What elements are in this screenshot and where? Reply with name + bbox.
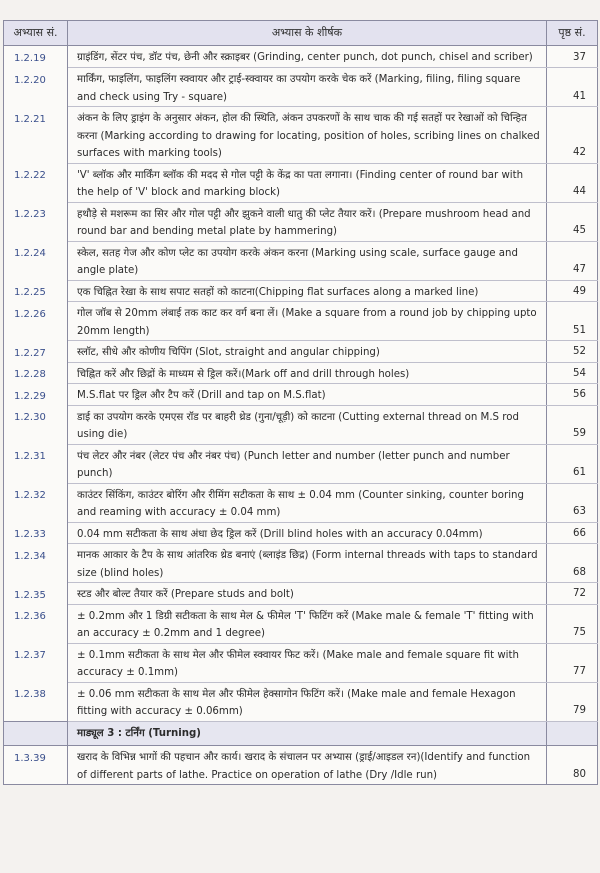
table-row	[4, 405, 598, 444]
exercise-number: 1.2.34	[4, 544, 68, 583]
exercise-title: स्लॉट, सीधे और कोणीय चिपिंग (Slot, straight and angular chipping)	[68, 341, 547, 363]
module-row	[4, 721, 598, 746]
table-row	[4, 341, 598, 363]
exercise-title: एक चिह्नित रेखा के साथ सपाट सतहों को काटना(Chipping flat surfaces along a marked line)	[68, 280, 547, 302]
exercise-number: 1.2.23	[4, 202, 68, 241]
exercise-page: 44	[547, 163, 598, 202]
exercise-number: 1.2.24	[4, 241, 68, 280]
exercise-title: M.S.flat पर ड्रिल और टैप करें (Drill and tap on M.S.flat)	[68, 384, 547, 406]
exercise-number: 1.2.28	[4, 362, 68, 384]
table-row	[4, 643, 598, 682]
exercise-page: 45	[547, 202, 598, 241]
exercise-title: चिह्नित करें और छिद्रों के माध्यम से ड्रिल करें।(Mark off and drill through holes)	[68, 362, 547, 384]
exercise-page: 77	[547, 643, 598, 682]
exercise-title: ± 0.06 mm सटीकता के साथ मेल और फीमेल हेक्सागोन फिटिंग करें। (Make male and female Hexagon fitting with accuracy ± 0.06mm)	[68, 682, 547, 721]
exercise-title: हथौड़े से मशरूम का सिर और गोल पट्टी और झुकने वाली धातु की प्लेट तैयार करें। (Prepare mushroom head and round bar and bending metal plate by hammering)	[68, 202, 547, 241]
exercise-title: खराद के विभिन्न भागों की पहचान और कार्य। खराद के संचालन पर अभ्यास (ड्राई/आइडल रन)(Identify and function of different parts of lathe. Practice on operation of lathe (Dry /Idle run)	[68, 746, 547, 785]
exercise-title: ग्राइंडिंग, सेंटर पंच, डॉट पंच, छेनी और स्क्राइबर (Grinding, center punch, dot punch, chisel and scriber)	[68, 46, 547, 68]
exercise-number: 1.2.27	[4, 341, 68, 363]
header-page-no: पृष्ठ सं.	[547, 21, 598, 46]
exercise-title: ± 0.2mm और 1 डिग्री सटीकता के साथ मेल & फीमेल 'T' फिटिंग करें (Make male & female 'T' fitting with an accuracy ± 0.2mm and 1 degree)	[68, 604, 547, 643]
table-row	[4, 583, 598, 605]
exercise-page: 37	[547, 46, 598, 68]
exercise-page: 75	[547, 604, 598, 643]
table-row	[4, 604, 598, 643]
contents-table	[3, 20, 598, 785]
exercise-title: ± 0.1mm सटीकता के साथ मेल और फीमेल स्क्वायर फिट करें। (Make male and female square fit with accuracy ± 0.1mm)	[68, 643, 547, 682]
exercise-page: 72	[547, 583, 598, 605]
exercise-page: 52	[547, 341, 598, 363]
exercise-number: 1.3.39	[4, 746, 68, 785]
table-row	[4, 163, 598, 202]
exercise-number: 1.2.26	[4, 302, 68, 341]
table-row	[4, 522, 598, 544]
exercise-page: 68	[547, 544, 598, 583]
exercise-page: 54	[547, 362, 598, 384]
exercise-number: 1.2.22	[4, 163, 68, 202]
exercise-page: 42	[547, 107, 598, 164]
table-row	[4, 483, 598, 522]
exercise-page: 41	[547, 68, 598, 107]
header-exercise-no: अभ्यास सं.	[4, 21, 68, 46]
exercise-number: 1.2.19	[4, 46, 68, 68]
contents-body	[4, 46, 598, 785]
exercise-number: 1.2.32	[4, 483, 68, 522]
exercise-title: गोल जॉब से 20mm लंबाई तक काट कर वर्ग बना लें। (Make a square from a round job by chipping upto 20mm length)	[68, 302, 547, 341]
exercise-number: 1.2.20	[4, 68, 68, 107]
exercise-title: काउंटर सिंकिंग, काउंटर बोरिंग और रीमिंग सटीकता के साथ ± 0.04 mm (Counter sinking, counter boring and reaming with accuracy ± 0.04 mm)	[68, 483, 547, 522]
table-row	[4, 444, 598, 483]
table-row	[4, 68, 598, 107]
exercise-page: 63	[547, 483, 598, 522]
module-title: माड्यूल 3 : टर्निंग (Turning)	[68, 721, 547, 746]
table-row	[4, 46, 598, 68]
exercise-title: डाई का उपयोग करके एमएस रॉड पर बाहरी थ्रेड (गुना/चूड़ी) को काटना (Cutting external thread on M.S rod using die)	[68, 405, 547, 444]
table-row	[4, 302, 598, 341]
exercise-title: स्टड और बोल्ट तैयार करें (Prepare studs and bolt)	[68, 583, 547, 605]
exercise-title: मार्किंग, फाइलिंग, फाइलिंग स्क्वायर और ट्राई-स्क्वायर का उपयोग करके चेक करें (Marking, filing, filing square and check using Try - square)	[68, 68, 547, 107]
exercise-title: स्केल, सतह गेज और कोण प्लेट का उपयोग करके अंकन करना (Marking using scale, surface gauge and angle plate)	[68, 241, 547, 280]
exercise-number: 1.2.35	[4, 583, 68, 605]
table-row	[4, 544, 598, 583]
exercise-page: 59	[547, 405, 598, 444]
exercise-number: 1.2.38	[4, 682, 68, 721]
exercise-number: 1.2.25	[4, 280, 68, 302]
exercise-page: 66	[547, 522, 598, 544]
exercise-number: 1.2.29	[4, 384, 68, 406]
exercise-page: 80	[547, 746, 598, 785]
table-row	[4, 280, 598, 302]
table-row	[4, 746, 598, 785]
table-row	[4, 241, 598, 280]
exercise-page: 79	[547, 682, 598, 721]
exercise-page: 61	[547, 444, 598, 483]
exercise-page: 47	[547, 241, 598, 280]
exercise-title: मानक आकार के टैप के साथ आंतरिक थ्रेड बनाएं (ब्लाइंड छिद्र) (Form internal threads with taps to standard size (blind holes)	[68, 544, 547, 583]
table-row	[4, 362, 598, 384]
table-row	[4, 107, 598, 164]
table-row	[4, 202, 598, 241]
exercise-title: 'V' ब्लॉक और मार्किंग ब्लॉक की मदद से गोल पट्टी के केंद्र का पता लगाना। (Finding center of round bar with the help of 'V' block and marking block)	[68, 163, 547, 202]
table-row	[4, 682, 598, 721]
exercise-page: 56	[547, 384, 598, 406]
header-row	[4, 21, 598, 46]
exercise-number: 1.2.31	[4, 444, 68, 483]
exercise-page: 49	[547, 280, 598, 302]
module-page-cell	[547, 721, 598, 746]
table-row	[4, 384, 598, 406]
exercise-title: पंच लेटर और नंबर (लेटर पंच और नंबर पंच) (Punch letter and number (letter punch and number punch)	[68, 444, 547, 483]
module-no-cell	[4, 721, 68, 746]
exercise-title: 0.04 mm सटीकता के साथ अंधा छेद ड्रिल करें (Drill blind holes with an accuracy 0.04mm)	[68, 522, 547, 544]
exercise-number: 1.2.21	[4, 107, 68, 164]
exercise-page: 51	[547, 302, 598, 341]
exercise-title: अंकन के लिए ड्राइंग के अनुसार अंकन, होल की स्थिति, अंकन उपकरणों के साथ चाक की गई सतहों पर रेखाओं को चिन्हित करना (Marking according to drawing for locating, position of holes, scribing lines on chalked surfaces with marking tools)	[68, 107, 547, 164]
exercise-number: 1.2.33	[4, 522, 68, 544]
exercise-number: 1.2.30	[4, 405, 68, 444]
header-exercise-title: अभ्यास के शीर्षक	[68, 21, 547, 46]
exercise-number: 1.2.36	[4, 604, 68, 643]
exercise-number: 1.2.37	[4, 643, 68, 682]
